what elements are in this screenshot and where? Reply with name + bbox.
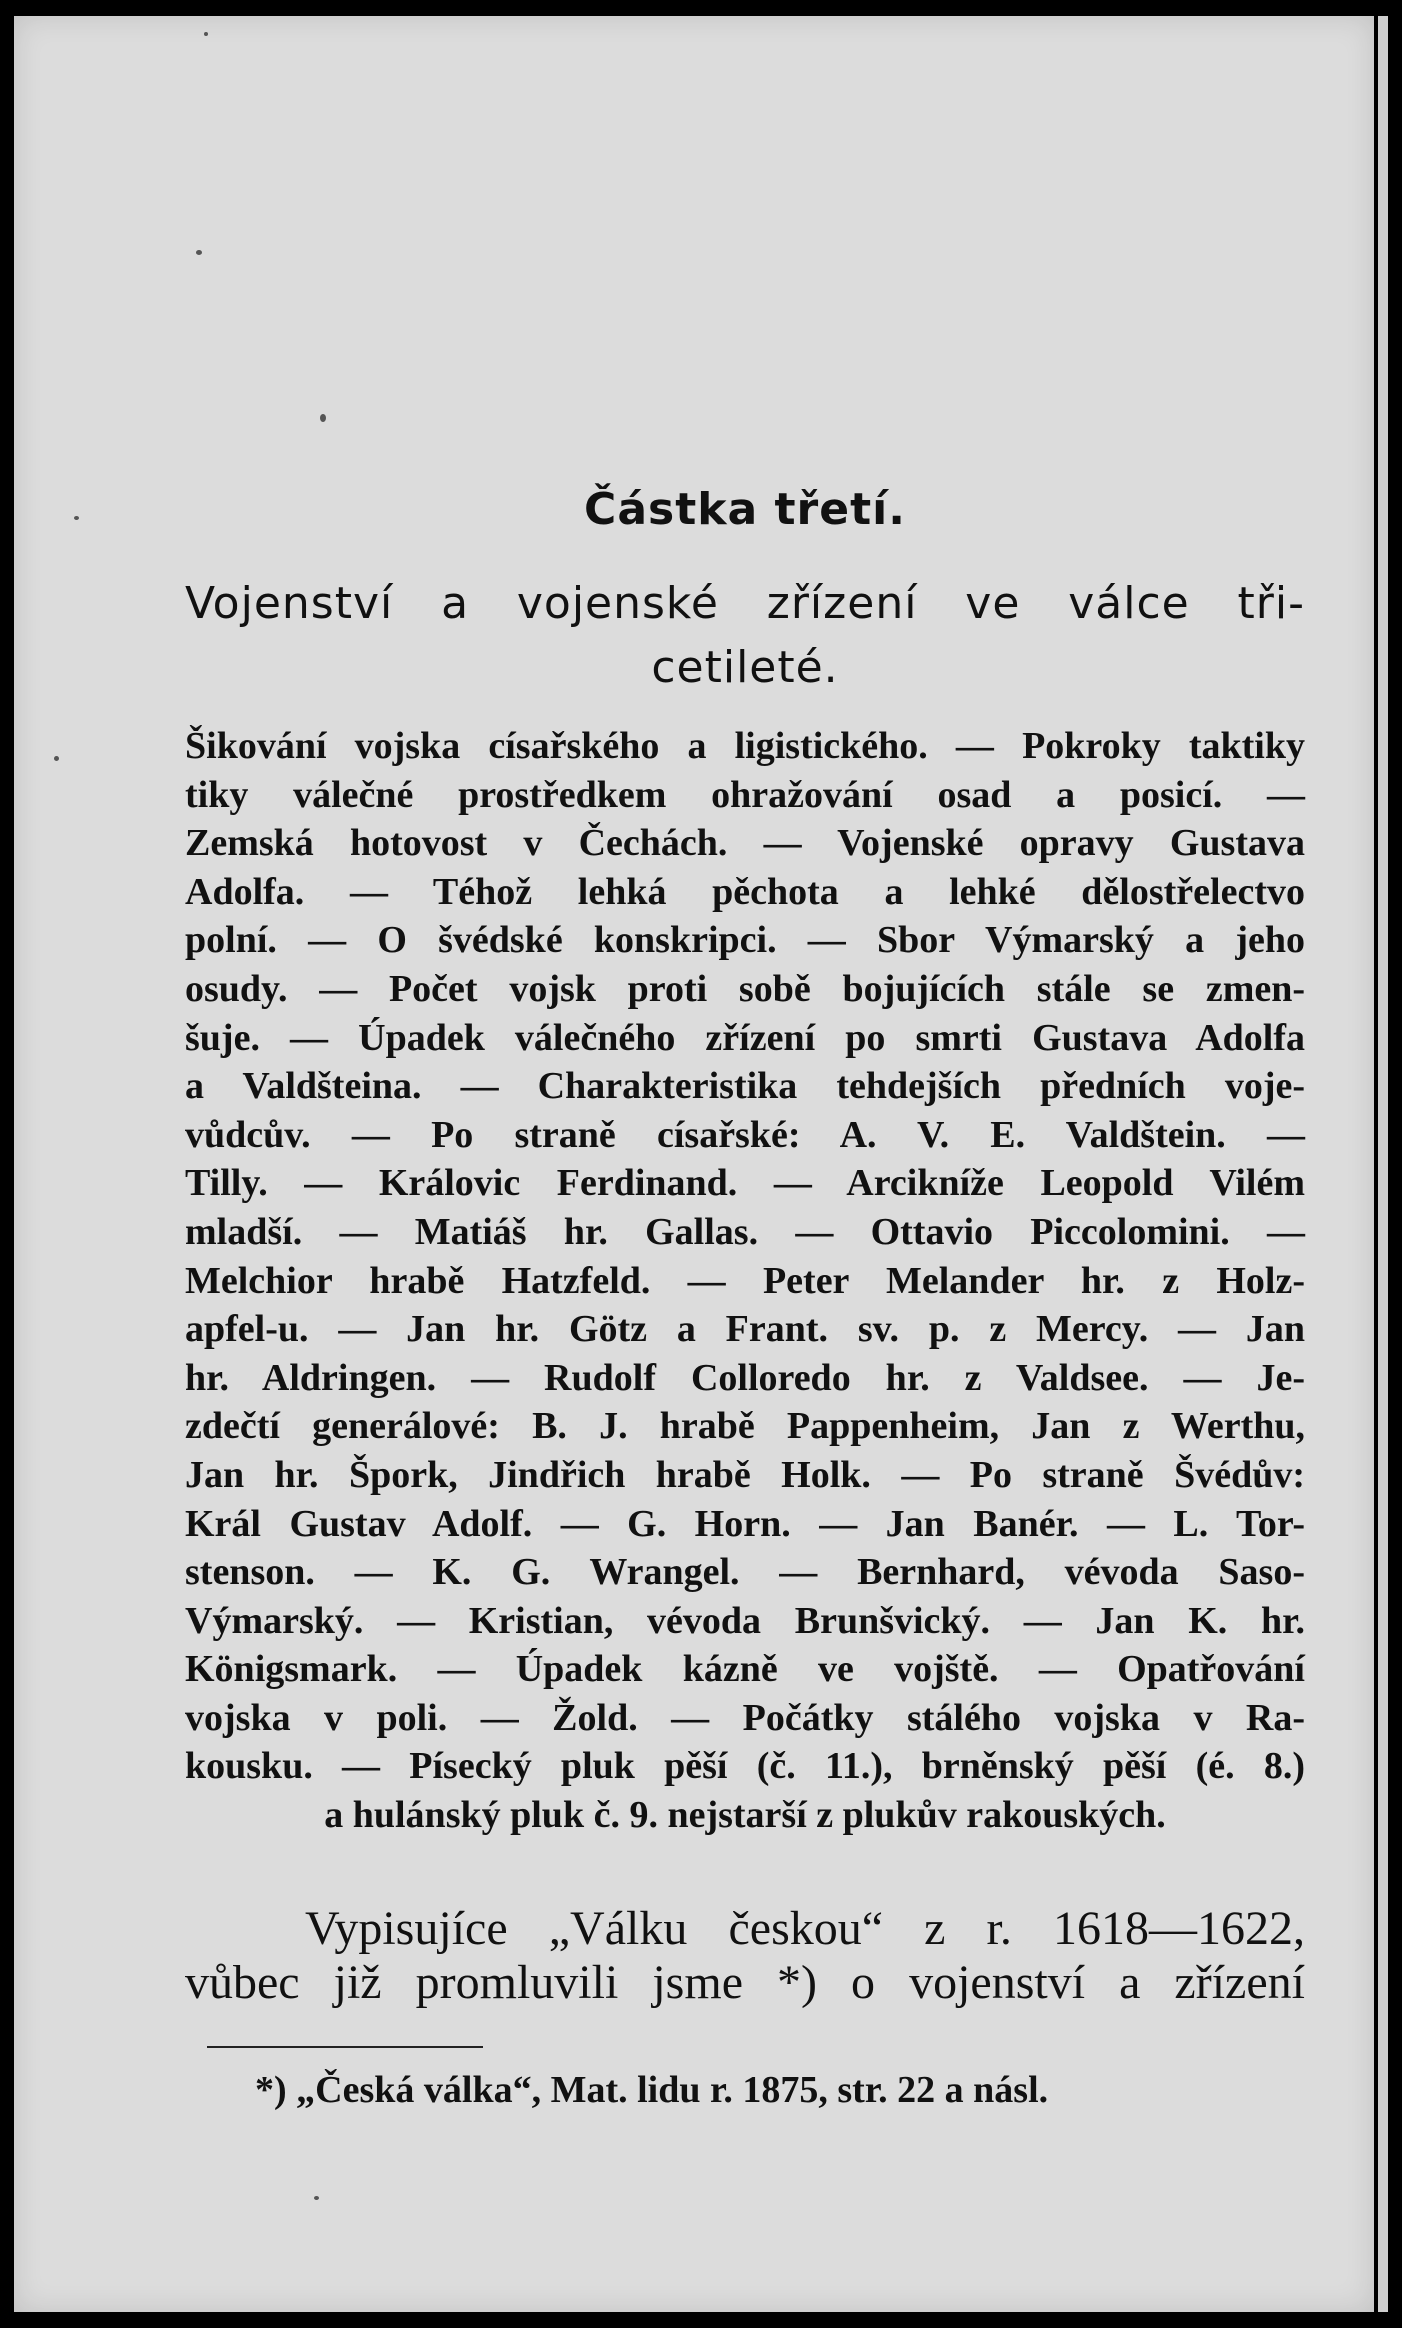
summary-line: Výmarský. — Kristian, vévoda Brunšvický. — Jan K. hr. [185, 1599, 1305, 1642]
summary-line: Melchior hrabě Hatzfeld. — Peter Melander hr. z Holz- [185, 1259, 1305, 1302]
body-line: Vypisujíce „Válku českou“ z r. 1618—1622, [305, 1902, 1305, 1955]
summary-line: tiky válečné prostředkem ohražování osad a posicí. — [185, 773, 1305, 816]
summary-line: Adolfa. — Téhož lehká pěchota a lehké dělostřelectvo [185, 870, 1305, 913]
body-line: vůbec již promluvili jsme *) o vojenství a zřízení [185, 1956, 1305, 2009]
summary-line: kousku. — Písecký pluk pěší (č. 11.), brněnský pěší (é. 8.) [185, 1745, 1305, 1788]
footnote-rule [207, 2046, 483, 2048]
summary-line: apfel-u. — Jan hr. Götz a Frant. sv. p. z Mercy. — Jan [185, 1308, 1305, 1351]
summary-line: šuje. — Úpadek válečného zřízení po smrti Gustava Adolfa [185, 1016, 1305, 1059]
summary-line: osudy. — Počet vojsk proti sobě bojujících stále se zmen- [185, 967, 1305, 1010]
page-speck [54, 756, 59, 761]
summary-line: a hulánský pluk č. 9. nejstarší z plukův rakouských. [324, 1794, 1166, 1837]
chapter-title-line: cetileté. [651, 642, 839, 693]
summary-line: Tilly. — Královic Ferdinand. — Arcikníže Leopold Vilém [185, 1162, 1305, 1205]
summary-line: hr. Aldringen. — Rudolf Colloredo hr. z Valdsee. — Je- [185, 1356, 1305, 1399]
body-text [185, 1902, 1305, 2010]
summary-line: zdečtí generálové: B. J. hrabě Pappenheim, Jan z Werthu, [185, 1405, 1305, 1448]
summary-line: vůdcův. — Po straně císařské: A. V. E. Valdštein. — [185, 1113, 1305, 1156]
summary-line: mladší. — Matiáš hr. Gallas. — Ottavio Piccolomini. — [185, 1210, 1305, 1253]
next-page-edge [1378, 16, 1388, 2312]
summary-line: Král Gustav Adolf. — G. Horn. — Jan Banér. — L. Tor- [185, 1502, 1305, 1545]
part-title: Částka třetí. [584, 484, 906, 535]
chapter-title-line: Vojenství a vojenské zřízení ve válce tři- [185, 578, 1305, 629]
summary-line: Šikování vojska císařského a ligistického. — Pokroky taktiky [185, 725, 1305, 767]
summary-line: polní. — O švédské konskripci. — Sbor Výmarský a jeho [185, 919, 1305, 962]
summary-line: vojska v poli. — Žold. — Počátky stálého vojska v Ra- [185, 1696, 1305, 1739]
summary-line: Zemská hotovost v Čechách. — Vojenské opravy Gustava [185, 822, 1305, 865]
summary-line: Königsmark. — Úpadek kázně ve vojště. — Opatřování [185, 1648, 1305, 1691]
page-speck [74, 516, 79, 520]
chapter-title [185, 572, 1305, 700]
summary-line: Jan hr. Špork, Jindřich hrabě Holk. — Po straně Švédův: [185, 1453, 1305, 1496]
page-text [185, 0, 1305, 2328]
chapter-summary [185, 722, 1305, 1840]
summary-line: stenson. — K. G. Wrangel. — Bernhard, vévoda Saso- [185, 1551, 1305, 1594]
summary-line: a Valdšteina. — Charakteristika tehdejších předních voje- [185, 1065, 1305, 1108]
footnote: *) „Česká válka“, Mat. lidu r. 1875, str. 22 a násl. [255, 2069, 1049, 2111]
